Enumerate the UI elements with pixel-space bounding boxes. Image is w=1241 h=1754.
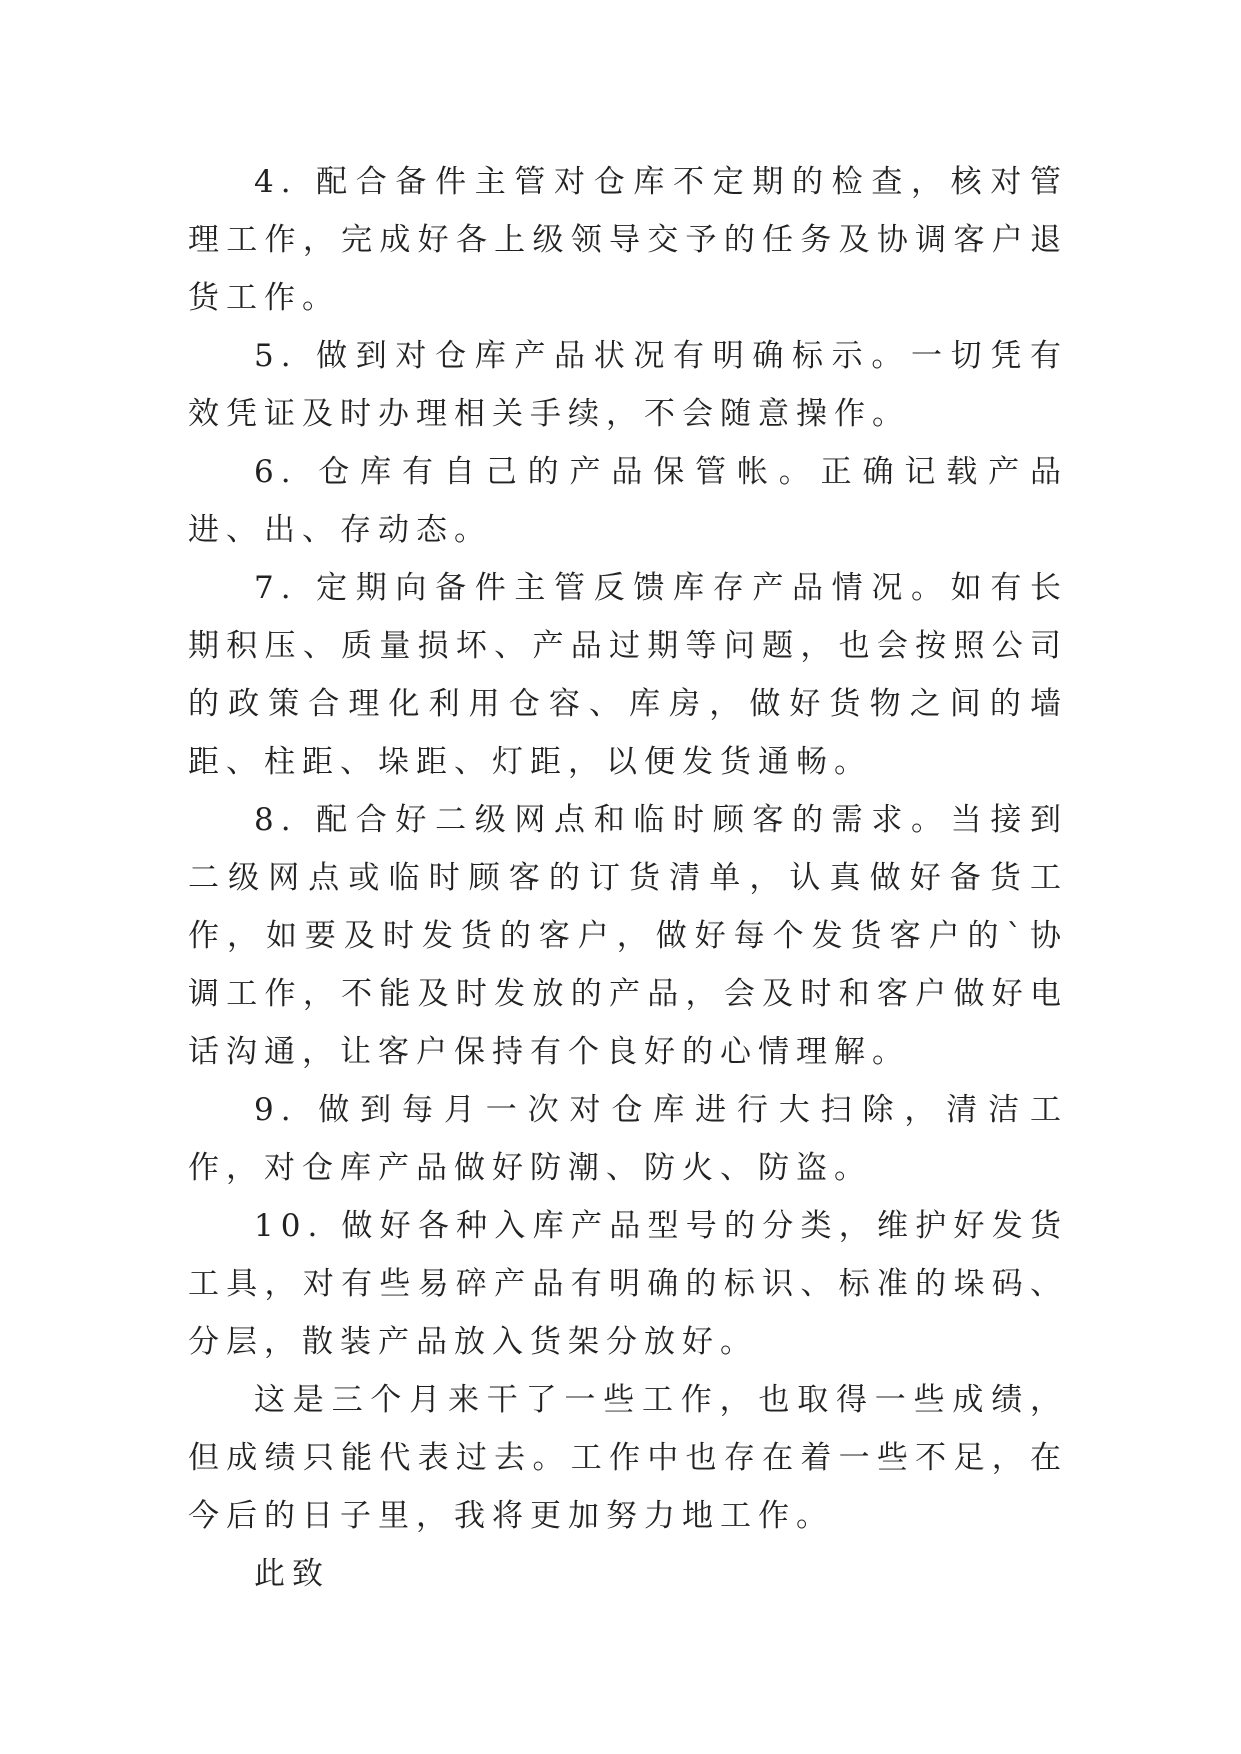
paragraph-item-5: 5. 做到对仓库产品状况有明确标示。一切凭有效凭证及时办理相关手续，不会随意操作。 <box>188 338 1068 432</box>
paragraph-item-4: 4. 配合备件主管对仓库不定期的检查，核对管理工作，完成好各上级领导交予的任务及协调客户退货工作。 <box>188 164 1068 316</box>
document-body <box>188 153 1068 1603</box>
closing-paragraph: 这是三个月来干了一些工作，也取得一些成绩，但成绩只能代表过去。工作中也存在着一些不足，在今后的日子里，我将更加努力地工作。 <box>188 1382 1068 1534</box>
paragraph-item-9: 9. 做到每月一次对仓库进行大扫除，清洁工作，对仓库产品做好防潮、防火、防盗。 <box>188 1092 1068 1186</box>
paragraph-item-8: 8. 配合好二级网点和临时顾客的需求。当接到二级网点或临时顾客的订货清单，认真做好备货工作，如要及时发货的客户，做好每个发货客户的`协调工作，不能及时发放的产品，会及时和客户做好电话沟通，让客户保持有个良好的心情理解。 <box>188 802 1068 1070</box>
salutation: 此致 <box>254 1556 330 1592</box>
paragraph-item-7: 7. 定期向备件主管反馈库存产品情况。如有长期积压、质量损坏、产品过期等问题，也会按照公司的政策合理化利用仓容、库房，做好货物之间的墙距、柱距、垛距、灯距，以便发货通畅。 <box>188 570 1068 780</box>
paragraph-item-10: 10. 做好各种入库产品型号的分类，维护好发货工具，对有些易碎产品有明确的标识、标准的垛码、分层，散装产品放入货架分放好。 <box>188 1208 1068 1360</box>
paragraph-item-6: 6. 仓库有自己的产品保管帐。正确记载产品进、出、存动态。 <box>188 454 1068 548</box>
